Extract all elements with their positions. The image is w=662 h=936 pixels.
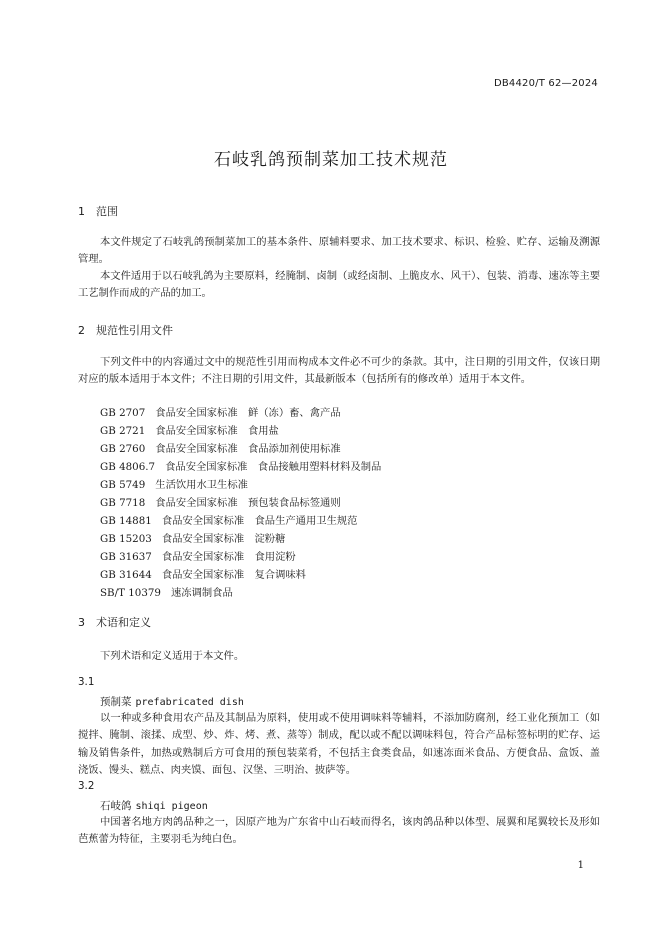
reference-code: GB 31637: [100, 551, 152, 563]
reference-title: 食品安全国家标准 食品生产通用卫生规范: [161, 515, 358, 527]
section-title: 范围: [96, 205, 118, 218]
section-title: 规范性引用文件: [96, 324, 173, 337]
section-number: 1: [78, 205, 85, 218]
section-3-heading: [78, 614, 151, 630]
term-english: shiqi pigeon: [135, 801, 208, 812]
reference-item: [100, 440, 381, 458]
reference-item: [100, 566, 381, 584]
section-1-heading: [78, 203, 118, 219]
reference-title: 食品安全国家标准 食品添加剂使用标准: [155, 443, 341, 455]
reference-title: 食品安全国家标准 食品接触用塑料材料及制品: [165, 461, 382, 473]
reference-item: [100, 512, 381, 530]
paragraph: 本文件适用于以石岐乳鸽为主要原料，经腌制、卤制（或经卤制、上脆皮水、风干）、包装、消毒、速冻等主要工艺制作而成的产品的加工。: [78, 270, 600, 300]
reference-item: [100, 584, 381, 602]
term-entry: [100, 694, 244, 709]
reference-code: SB/T 10379: [100, 587, 161, 599]
paragraph: 本文件规定了石岐乳鸽预制菜加工的基本条件、原辅料要求、加工技术要求、标识、检验、贮存、运输及溯源管理。: [78, 236, 600, 266]
reference-item: [100, 530, 381, 548]
reference-item: [100, 494, 381, 512]
reference-item: [100, 476, 381, 494]
section-2-heading: [78, 322, 173, 338]
term-number: 3.2: [78, 780, 95, 792]
reference-item: [100, 458, 381, 476]
reference-code: GB 2721: [100, 425, 146, 437]
reference-code: GB 14881: [100, 515, 152, 527]
term-chinese: 预制菜: [100, 696, 132, 708]
term-definition: 中国著名地方肉鸽品种之一，因原产地为广东省中山石岐而得名，该肉鸽品种以体型、展翼和尾翼较长及形如芭蕉蕾为特征，主要羽毛为纯白色。: [78, 816, 600, 846]
term-english: prefabricated dish: [135, 697, 244, 708]
reference-title: 食品安全国家标准 复合调味料: [161, 569, 306, 581]
reference-code: GB 4806.7: [100, 461, 156, 473]
reference-code: GB 2707: [100, 407, 146, 419]
section-title: 术语和定义: [96, 616, 151, 629]
section-number: 3: [78, 616, 85, 629]
reference-code: GB 15203: [100, 533, 152, 545]
reference-code: GB 5749: [100, 479, 146, 491]
reference-title: 速冻调制食品: [171, 587, 233, 599]
document-title: 石岐乳鸽预制菜加工技术规范: [214, 150, 448, 170]
reference-item: [100, 404, 381, 422]
reference-title: 生活饮用水卫生标准: [155, 479, 248, 491]
term-number: 3.1: [78, 676, 95, 688]
reference-code: GB 7718: [100, 497, 146, 509]
reference-title: 食品安全国家标准 食用淀粉: [161, 551, 296, 563]
normative-reference-list: [100, 404, 381, 602]
term-chinese: 石岐鸽: [100, 800, 132, 812]
paragraph: 下列文件中的内容通过文中的规范性引用而构成本文件必不可少的条款。其中，注日期的引用文件，仅该日期对应的版本适用于本文件；不注日期的引用文件，其最新版本（包括所有的修改单）适用于本文件。: [78, 356, 600, 386]
reference-item: [100, 422, 381, 440]
term-definition: 以一种或多种食用农产品及其制品为原料，使用或不使用调味料等辅料，不添加防腐剂，经工业化预加工（如搅拌、腌制、滚揉、成型、炒、炸、烤、煮、蒸等）制成，配以或不配以调味料包，符合产品标签标明的贮存、运输及销售条件，加热或熟制后方可食用的预包装菜肴，不包括主食类食品，如速冻面米食品、方便食品、盒饭、盖浇饭、馒头、糕点、肉夹馍、面包、汉堡、三明治、披萨等。: [78, 712, 600, 776]
reference-code: GB 2760: [100, 443, 146, 455]
reference-title: 食品安全国家标准 淀粉糖: [161, 533, 286, 545]
reference-code: GB 31644: [100, 569, 152, 581]
page-number: 1: [577, 860, 584, 871]
document-code: DB4420/T 62—2024: [493, 78, 598, 89]
reference-title: 食品安全国家标准 食用盐: [155, 425, 279, 437]
reference-title: 食品安全国家标准 鲜（冻）畜、禽产品: [155, 407, 341, 419]
term-entry: [100, 798, 208, 813]
section-number: 2: [78, 324, 85, 337]
reference-item: [100, 548, 381, 566]
reference-title: 食品安全国家标准 预包装食品标签通则: [155, 497, 341, 509]
paragraph: 下列术语和定义适用于本文件。: [100, 650, 245, 662]
